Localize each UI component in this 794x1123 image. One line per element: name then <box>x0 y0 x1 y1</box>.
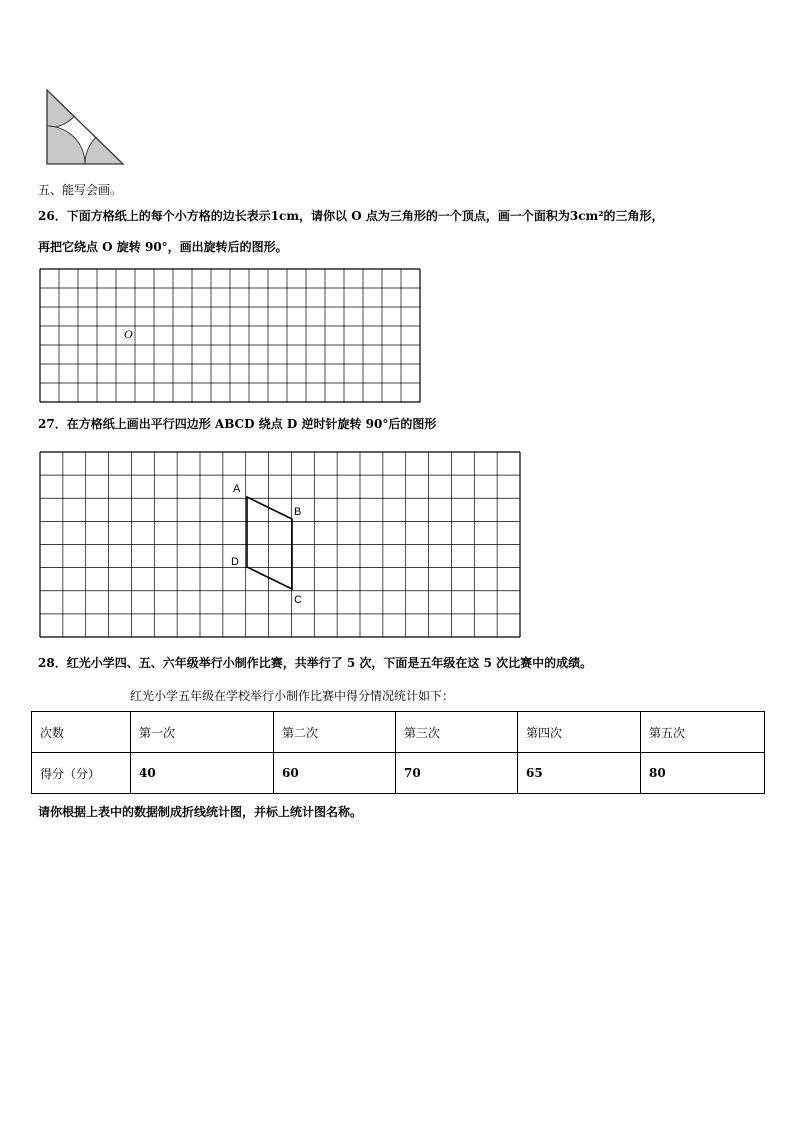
table-row <box>32 753 765 794</box>
q28-question: 28．红光小学四、五、六年级举行小制作比赛，共举行了 5 次，下面是五年级在这 5 次比赛中的成绩。 <box>38 656 593 670</box>
table-cell: 65 <box>518 753 641 794</box>
table-cell: 第四次 <box>518 712 641 753</box>
table-cell: 40 <box>131 753 274 794</box>
vertex-d-label: D <box>231 556 239 568</box>
table-cell: 第三次 <box>396 712 518 753</box>
q26-line2: 再把它绕点 O 旋转 90°，画出旋转后的图形。 <box>38 240 288 254</box>
q28-table-title: 红光小学五年级在学校举行小制作比赛中得分情况统计如下： <box>130 689 455 703</box>
table-cell: 70 <box>396 753 518 794</box>
table-cell: 60 <box>274 753 396 794</box>
vertex-b-label: B <box>294 506 302 518</box>
section-five-heading: 五、能写会画。 <box>38 183 123 197</box>
table-cell: 第五次 <box>641 712 765 753</box>
vertex-a-label: A <box>233 483 241 495</box>
vertex-c-label: C <box>294 594 302 606</box>
score-table <box>31 711 765 794</box>
parallelogram-abcd <box>247 497 292 589</box>
table-cell: 得分（分） <box>32 753 131 794</box>
table-cell: 次数 <box>32 712 131 753</box>
table-cell: 80 <box>641 753 765 794</box>
table-cell: 第二次 <box>274 712 396 753</box>
q26-point-o-label: O <box>124 327 133 341</box>
table-header-row <box>32 712 765 753</box>
q27-question: 27．在方格纸上画出平行四边形 ABCD 绕点 D 逆时针旋转 90°后的图形 <box>38 417 437 431</box>
q28-instruction: 请你根据上表中的数据制成折线统计图，并标上统计图名称。 <box>38 805 363 819</box>
q26-line1: 26．下面方格纸上的每个小方格的边长表示1cm，请你以 O 点为三角形的一个顶点，画一个面积为3cm²的三角形， <box>38 209 664 223</box>
table-cell: 第一次 <box>131 712 274 753</box>
